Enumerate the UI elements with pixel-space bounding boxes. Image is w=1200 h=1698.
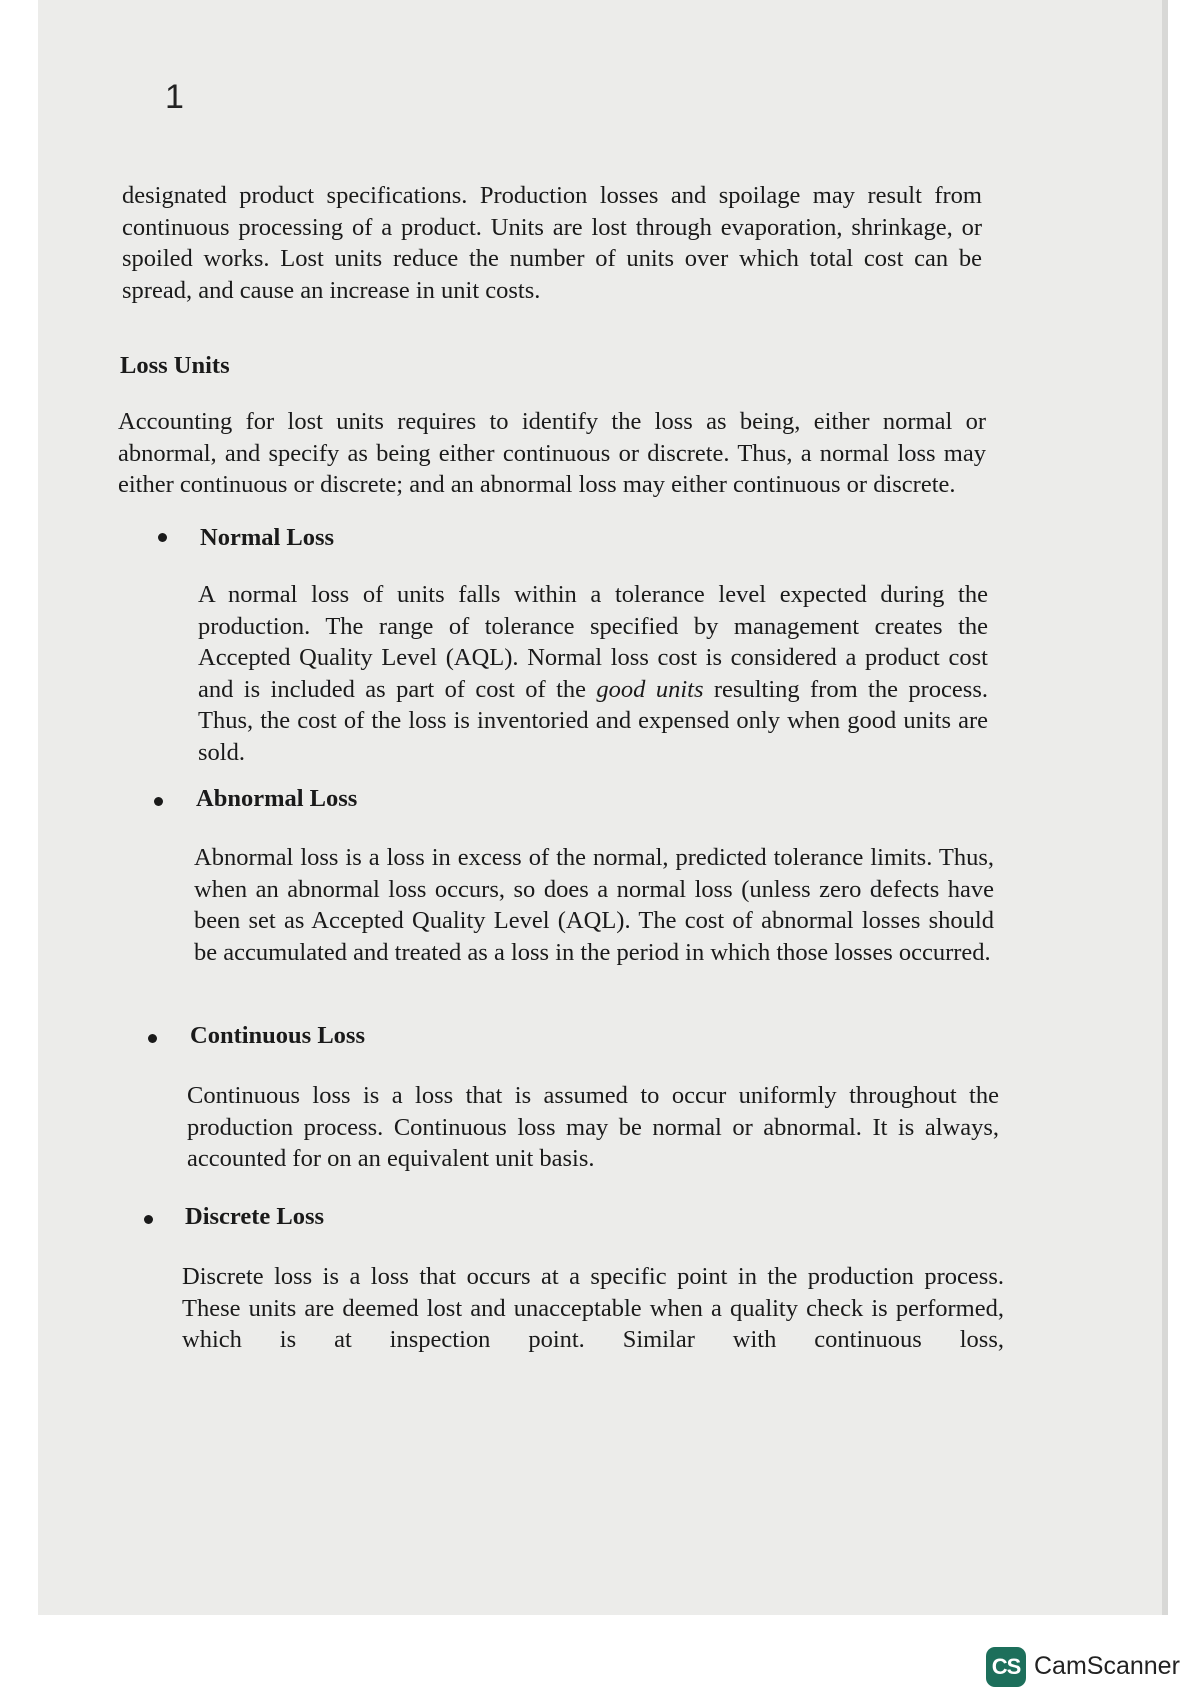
abnormal-loss-heading: Abnormal Loss xyxy=(196,785,358,812)
bullet-icon xyxy=(144,1215,153,1224)
page-number: 1 xyxy=(165,78,184,116)
camscanner-logo-icon: CS xyxy=(984,1645,1028,1689)
bullet-icon xyxy=(158,533,167,542)
bullet-icon xyxy=(148,1034,157,1043)
abnormal-loss-paragraph: Abnormal loss is a loss in excess of the normal, predicted tolerance limits. Thus, when an abnormal loss occurs, so does a normal loss (unless zero defects have been set as Accepted Quality Level (AQL). The cost of abnormal losses should be accumulated and treated as a loss in the period in which those losses occurred. xyxy=(194,844,994,966)
discrete-loss-paragraph: Discrete loss is a loss that occurs at a specific point in the production process. These units are deemed lost and unacceptable when a quality check is performed, which is at inspection point. Similar with continuous loss, xyxy=(182,1263,1004,1353)
loss-units-paragraph: Accounting for lost units requires to identify the loss as being, either normal or abnormal, and specify as being either continuous or discrete. Thus, a normal loss may either continuous or discrete; and an abnormal loss may either continuous or discrete. xyxy=(118,408,986,498)
bullet-icon xyxy=(154,797,163,806)
intro-paragraph: designated product specifications. Production losses and spoilage may result from continuous processing of a product. Units are lost through evaporation, shrinkage, or spoiled works. Lost units reduce the number of units over which total cost can be spread, and cause an increase in unit costs. xyxy=(122,182,982,304)
discrete-loss-heading: Discrete Loss xyxy=(185,1203,325,1230)
normal-loss-heading: Normal Loss xyxy=(200,524,335,551)
good-units-emphasis: good units xyxy=(596,675,704,703)
continuous-loss-paragraph: Continuous loss is a loss that is assumed to occur uniformly throughout the production process. Continuous loss may be normal or abnormal. It is always, accounted for on an equivalent unit basis. xyxy=(187,1082,999,1172)
continuous-loss-heading: Continuous Loss xyxy=(190,1022,365,1049)
camscanner-watermark: CamScanner xyxy=(1034,1652,1180,1680)
loss-units-heading: Loss Units xyxy=(120,352,230,379)
normal-loss-paragraph: A normal loss of units falls within a tolerance level expected during the production. The range of tolerance specified by management creates the Accepted Quality Level (AQL). Normal loss cost is considered a product cost and is included as part of cost of the good units resulting from the process. Thus, the cost of the loss is inventoried and expensed only when good units are sold. xyxy=(198,581,988,766)
